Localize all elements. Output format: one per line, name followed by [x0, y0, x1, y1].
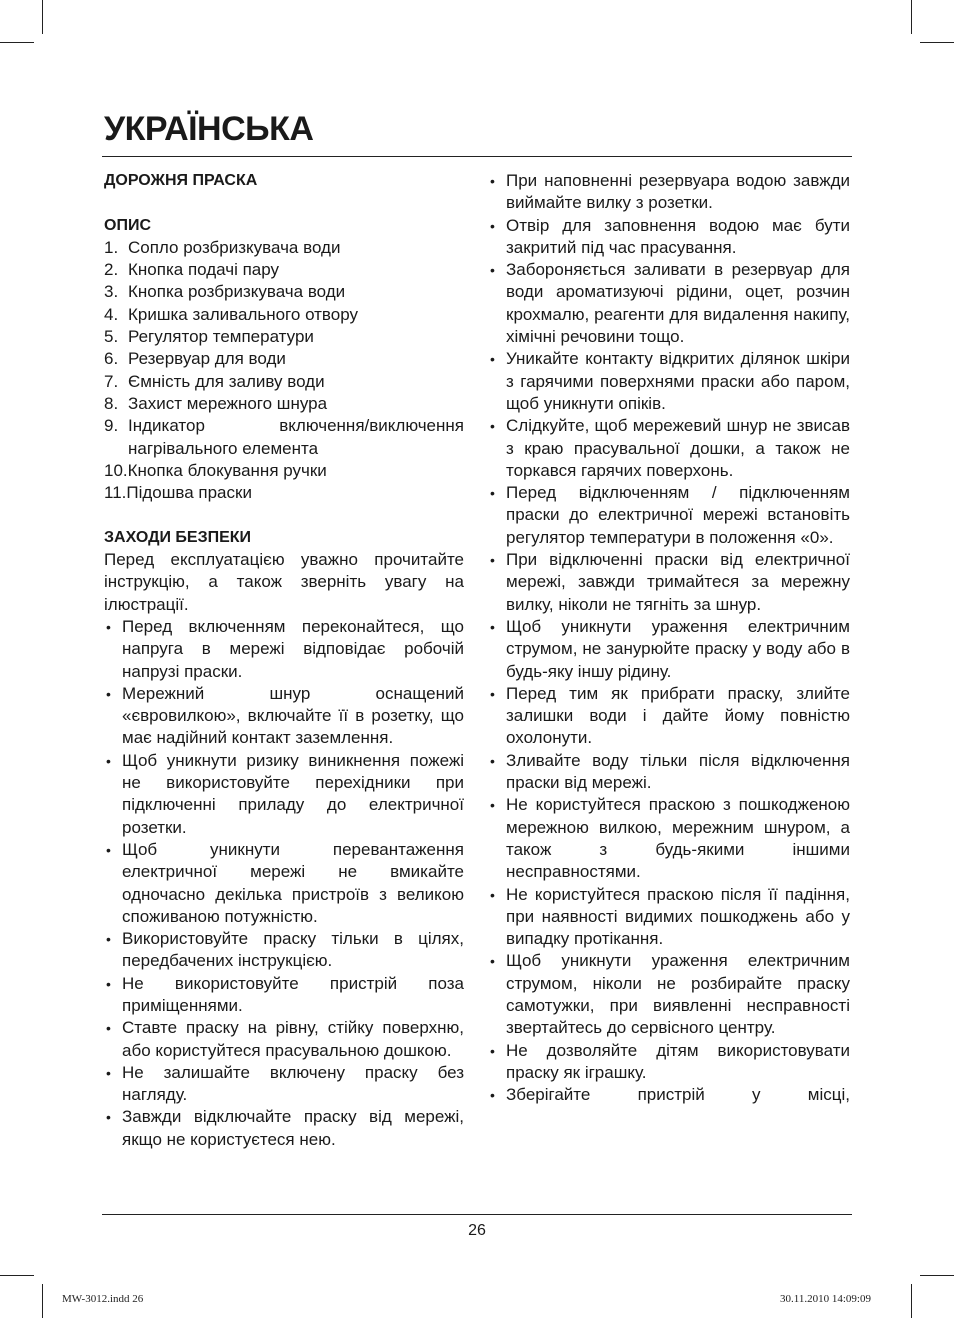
list-item — [104, 415, 464, 460]
list-item: • Не залишайте включену праску без нагляду. — [104, 1062, 464, 1107]
list-item — [104, 460, 464, 482]
list-item: • Щоб уникнути ризику виникнення пожежі не використовуйте перехідники при підключенні приладу до електричної розетки. — [104, 750, 464, 839]
print-timestamp: 30.11.2010 14:09:09 — [780, 1293, 871, 1305]
file-slug: MW-3012.indd 26 — [62, 1293, 144, 1305]
list-item: • Мережний шнур оснащений «євровилкою», включайте її в розетку, що має надійний контакт заземлення. — [104, 683, 464, 750]
list-item-number: 2. — [104, 260, 119, 280]
safety-intro: Перед експлуатацією уважно прочитайте інструкцію, а також зверніть увагу на ілюстрації. — [104, 550, 464, 614]
list-item: • Перед включенням переконайтеся, що напруга в мережі відповідає робочій напрузі праски. — [104, 616, 464, 683]
list-item-number: 11. — [104, 483, 127, 503]
list-item-number: 4. — [104, 304, 119, 324]
list-item: • Перед відключенням / підключенням праски до електричної мережі встановіть регулятор температури в положення «0». — [488, 482, 850, 549]
list-item-text: Кнопка розбризкувача води — [128, 282, 346, 302]
header-rule — [102, 156, 852, 157]
list-item-number: 1. — [104, 237, 119, 257]
crop-mark — [920, 1275, 954, 1276]
list-item-number: 8. — [104, 393, 119, 413]
list-item-number: 10. — [104, 460, 128, 480]
list-item — [104, 281, 464, 303]
list-item: • Щоб уникнути ураження електричним струмом, не занурюйте праску у воду або в будь-яку іншу рідину. — [488, 616, 850, 683]
list-item: • Забороняється заливати в резервуар для води ароматизуючі рідини, оцет, розчин крохмалю, реагенти для видалення накипу, хімічні речовини тощо. — [488, 259, 850, 348]
list-item: • При наповненні резервуара водою завжди виймайте вилку з розетки. — [488, 170, 850, 215]
list-item-text: Кришка заливального отвору — [128, 304, 358, 324]
crop-mark — [42, 1284, 43, 1318]
list-item-text: Індикатор включення/виключення нагрівального елемента — [128, 416, 464, 458]
list-item: • Зберігайте пристрій у місці, — [488, 1084, 850, 1106]
list-item-text: Підошва праски — [126, 483, 252, 503]
crop-mark — [42, 0, 43, 34]
list-item: • Не дозволяйте дітям використовувати праску як іграшку. — [488, 1040, 850, 1085]
list-item — [104, 326, 464, 348]
page-title: УКРАЇНСЬКА — [104, 110, 314, 148]
safety-title: ЗАХОДИ БЕЗПЕКИ — [104, 528, 252, 546]
crop-mark — [911, 1284, 912, 1318]
page-number: 26 — [468, 1222, 486, 1239]
crop-mark — [0, 1275, 34, 1276]
safety-list-right — [488, 170, 850, 1106]
list-item-number: 7. — [104, 371, 119, 391]
list-item-text: Регулятор температури — [128, 327, 314, 347]
list-item-text: Резервуар для води — [128, 349, 286, 369]
description-list — [104, 237, 464, 505]
right-column — [488, 170, 850, 1106]
list-item-number: 5. — [104, 327, 119, 347]
left-column — [104, 170, 464, 1151]
crop-mark — [920, 42, 954, 43]
list-item-number: 6. — [104, 349, 119, 369]
list-item: • Слідкуйте, щоб мережевий шнур не звисав з краю прасувальної дошки, а також не торкався гарячих поверхонь. — [488, 415, 850, 482]
list-item: • Завжди відключайте праску від мережі, якщо не користуєтеся нею. — [104, 1106, 464, 1151]
list-item: • Не користуйтеся праскою після її падіння, при наявності видимих пошкоджень або у випадку протікання. — [488, 884, 850, 951]
safety-list-left — [104, 616, 464, 1151]
list-item: • Не використовуйте пристрій поза приміщеннями. — [104, 973, 464, 1018]
list-item — [104, 371, 464, 393]
description-title: ОПИС — [104, 216, 151, 234]
list-item: • Щоб уникнути перевантаження електричної мережі не вмикайте одночасно декілька пристроїв з великою споживаною потужністю. — [104, 839, 464, 928]
list-item-number: 3. — [104, 282, 119, 302]
list-item: • Використовуйте праску тільки в цілях, передбачених інструкцією. — [104, 928, 464, 973]
list-item — [104, 259, 464, 281]
list-item — [104, 393, 464, 415]
list-item — [104, 348, 464, 370]
list-item: • Перед тим як прибрати праску, злийте залишки води і дайте йому повністю охолонути. — [488, 683, 850, 750]
crop-mark — [911, 0, 912, 34]
list-item-text: Кнопка блокування ручки — [127, 460, 327, 480]
list-item: • Уникайте контакту відкритих ділянок шкіри з гарячими поверхнями праски або паром, щоб уникнути опіків. — [488, 348, 850, 415]
list-item — [104, 237, 464, 259]
list-item-text: Кнопка подачі пару — [128, 260, 280, 280]
footer-rule — [102, 1214, 852, 1215]
list-item-number: 9. — [104, 416, 119, 436]
list-item: • Не користуйтеся праскою з пошкодженою мережною вилкою, мережним шнуром, а також з будь-якими іншими несправностями. — [488, 794, 850, 883]
product-title: ДОРОЖНЯ ПРАСКА — [104, 172, 258, 189]
list-item: • Ставте праску на рівну, стійку поверхню, або користуйтеся прасувальною дошкою. — [104, 1017, 464, 1062]
list-item: • Отвір для заповнення водою має бути закритий під час прасування. — [488, 215, 850, 260]
list-item-text: Ємність для заливу води — [128, 371, 325, 391]
list-item: • Щоб уникнути ураження електричним струмом, ніколи не розбирайте праску самотужки, при виявленні несправності звертайтесь до сервісного центру. — [488, 950, 850, 1039]
list-item: • Зливайте воду тільки після відключення праски від мережі. — [488, 750, 850, 795]
list-item — [104, 304, 464, 326]
list-item-text: Сопло розбризкувача води — [128, 237, 341, 257]
list-item: • При відключенні праски від електричної мережі, завжди тримайтеся за мережну вилку, ніколи не тягніть за шнур. — [488, 549, 850, 616]
crop-mark — [0, 42, 34, 43]
list-item — [104, 482, 464, 504]
list-item-text: Захист мережного шнура — [128, 393, 328, 413]
